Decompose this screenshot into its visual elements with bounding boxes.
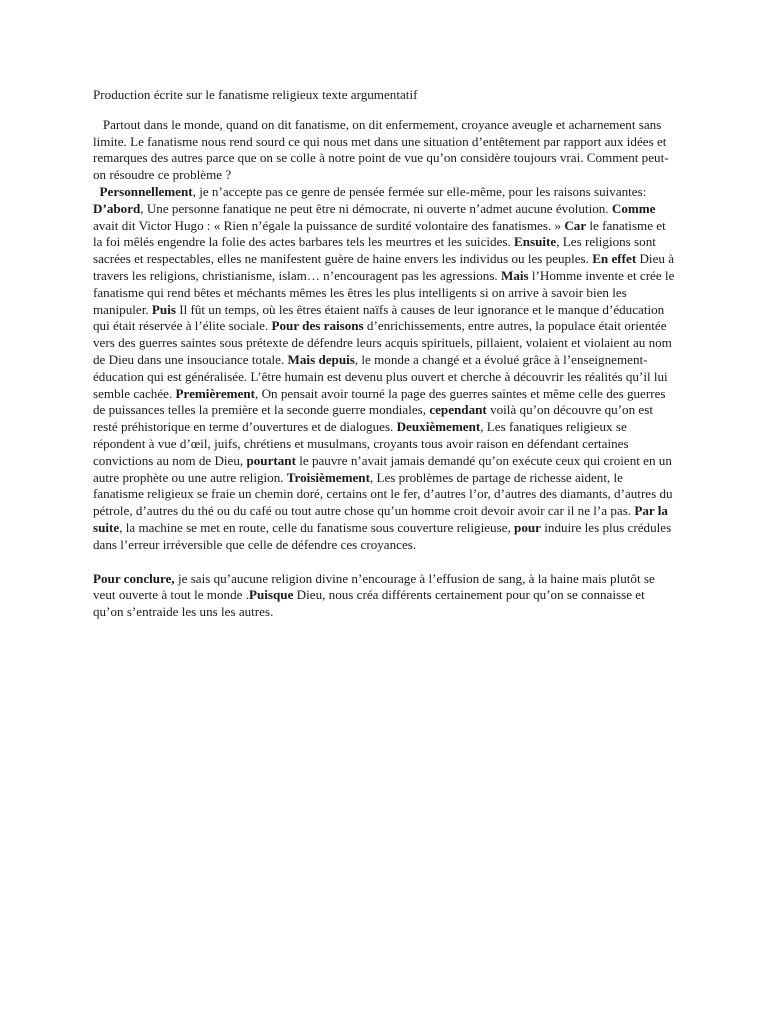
text-run: avait dit Victor Hugo : « Rien n’égale la puissance de surdité volontaire des fanatismes. » (93, 200, 659, 233)
bold-connector: Par la suite (93, 503, 672, 535)
bold-connector: pourtant (246, 452, 296, 468)
bold-connector: Mais (500, 267, 529, 283)
bold-connector: Puis (151, 301, 176, 317)
bold-connector: Pour des raisons (271, 318, 364, 334)
bold-connector: Mais depuis (287, 351, 355, 367)
text-run: Dieu, nous créa différents certainement pour qu’on se connaisse et qu’on s’entraide les uns les autres. (93, 587, 649, 620)
text-run: , la machine se met en route, celle du fanatisme sous couverture religieuse, (119, 519, 515, 535)
intro-paragraph: Partout dans le monde, quand on dit fanatisme, on dit enfermement, croyance aveugle et acharnement sans limite. Le fanatisme nous rend sourd ce qui nous met dans une situation d’entêtement par rapport aux idées et remarques des autres parce que on se colle à notre point de vue qu’on considère toujours vrai. Comment peut-on résoudre ce problème ? (93, 116, 670, 183)
text-run: induire les plus crédules dans l’erreur irréversible que celle de défendre ces croyances. (93, 519, 675, 552)
bold-connector: En effet (592, 251, 637, 267)
conclusion-paragraph (93, 571, 675, 621)
text-run: l’Homme invente et crée le fanatisme qui rend bêtes et méchants mêmes les êtres les plus intelligents si on arrive à savoir bien les manipuler. (93, 267, 678, 317)
bold-connector: Pour conclure, (93, 570, 175, 586)
text-run: , Les religions sont sacrées et respectables, elles ne manifestent guère de haine envers les individus ou les peuples. (93, 234, 660, 267)
text-run: je sais qu’aucune religion divine n’encourage à l’effusion de sang, à la haine mais plutôt se veut ouverte à tout le monde . (93, 570, 659, 603)
text-run: le fanatisme et la foi mêlés engendre la folie des actes barbares tels les meurtres et les suicides. (93, 217, 670, 250)
bold-connector: cependant (429, 402, 487, 418)
body-paragraph (93, 183, 678, 554)
text-run: , je n’accepte pas ce genre de pensée fermée sur elle-même, pour les raisons suivantes: (192, 183, 650, 199)
text-run: voilà qu’on découvre qu’on est resté préhistorique en terme d’ouvertures et de dialogues. (93, 402, 657, 435)
bold-connector: Comme (611, 200, 656, 216)
text-run: , Les problèmes de partage de richesse aident, le fanatisme religieux se fraie un chemin doré, certains ont le fer, d’autres l’or, d’autres des diamants, d’autres du pétrole, d’autres du thé ou du café ou tout autre chose qu’un homme croit devoir avoir car il ne l’a pas. (93, 469, 676, 519)
bold-connector: D’abord (93, 200, 141, 216)
paragraph-spacer (93, 554, 675, 571)
text-run: d’enrichissements, entre autres, la populace était orientée vers des guerres saintes sous prétexte de défendre leurs acquis spirituels, pillaient, volaient et violaient au nom de Dieu dans une insouciance totale. (93, 318, 676, 367)
text-run: , Les fanatiques religieux se répondent à vue d’œil, juifs, chrétiens et musulmans, croyants tous avoir raison en défendant certaines convictions au nom de Dieu, (93, 419, 632, 468)
text-run: , On pensait avoir tourné la page des guerres saintes et même celle des guerres de puissances telles la première et la seconde guerre mondiales, (93, 385, 669, 418)
text-run: Dieu à travers les religions, christianisme, islam… n’encouragent pas les agressions. (93, 251, 678, 283)
bold-connector: Ensuite (514, 234, 557, 250)
bold-connector: Troisièmement (286, 469, 370, 485)
document-page (93, 87, 678, 621)
text-run: le pauvre n’avait jamais demandé qu’on exécute ceux qui croient en un autre prophète ou une autre religion. (93, 452, 676, 485)
bold-connector: Premièrement (175, 385, 256, 401)
text-run: , le monde a changé et a évolué grâce à l’enseignement-éducation qui est généralisée. L’être humain est devenu plus ouvert et cherche à découvrir les réalités qu’il lui semble cachée. (93, 351, 671, 401)
text-run: , Une personne fanatique ne peut être ni démocrate, ni ouverte n’admet aucune évolution. (140, 200, 612, 216)
text-run: Il fût un temps, où les êtres étaient naïfs à causes de leur ignorance et le manque d’éducation qui était réservée à l’élite sociale. (93, 301, 668, 334)
document-title: Production écrite sur le fanatisme religieux texte argumentatif (93, 87, 418, 102)
bold-connector: Deuxièmement (396, 419, 481, 435)
bold-connector: Personnellement (99, 183, 193, 199)
bold-connector: Car (564, 217, 587, 233)
bold-connector: Puisque (249, 587, 294, 603)
bold-connector: pour (514, 519, 541, 535)
